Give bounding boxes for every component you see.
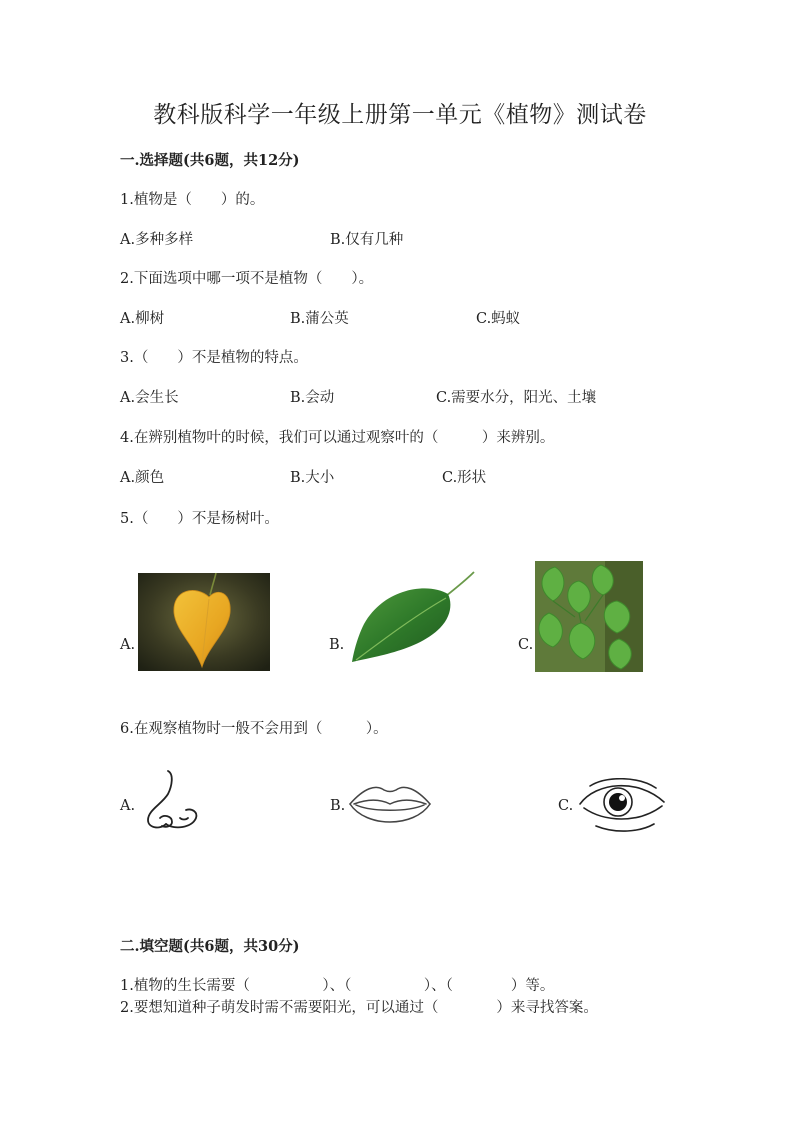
section1-heading: 一.选择题(共6题，共12分) xyxy=(120,152,300,169)
q5-option-c[interactable]: C. xyxy=(518,637,534,653)
yellow-heart-leaf-image[interactable] xyxy=(138,573,270,671)
q4-option-a[interactable]: A.颜色 xyxy=(120,470,165,486)
q1-option-a[interactable]: A.多种多样 xyxy=(120,232,194,248)
q5-option-b[interactable]: B. xyxy=(329,637,345,653)
green-poplar-leaf-image[interactable] xyxy=(348,570,478,664)
q6-option-b[interactable]: B. xyxy=(330,798,346,814)
q5-option-a[interactable]: A. xyxy=(120,637,136,653)
page-title: 教科版科学一年级上册第一单元《植物》测试卷 xyxy=(153,102,647,128)
q1-stem: 1.植物是（ ）的。 xyxy=(120,192,265,208)
q3-option-b[interactable]: B.会动 xyxy=(290,390,335,406)
q2-option-a[interactable]: A.柳树 xyxy=(120,311,165,327)
nose-drawing-image[interactable] xyxy=(136,768,202,832)
eye-drawing-image[interactable] xyxy=(576,778,668,834)
lips-drawing-image[interactable] xyxy=(346,780,434,830)
q4-stem: 4.在辨别植物叶的时候，我们可以通过观察叶的（ ）来辨别。 xyxy=(120,430,555,446)
green-leaf-cluster-image[interactable] xyxy=(535,561,643,672)
q4-option-c[interactable]: C.形状 xyxy=(442,470,487,486)
q3-option-c[interactable]: C.需要水分，阳光、土壤 xyxy=(436,390,597,406)
q3-option-a[interactable]: A.会生长 xyxy=(120,390,179,406)
q1-option-b[interactable]: B.仅有几种 xyxy=(330,232,404,248)
q5-stem: 5.（ ）不是杨树叶。 xyxy=(120,511,279,527)
fill-q2-stem: 2.要想知道种子萌发时需不需要阳光，可以通过（ ）来寻找答案。 xyxy=(120,1000,598,1016)
q2-option-b[interactable]: B.蒲公英 xyxy=(290,311,349,327)
section2-heading: 二.填空题(共6题，共30分) xyxy=(120,938,300,955)
q6-option-a[interactable]: A. xyxy=(120,798,136,814)
q3-stem: 3.（ ）不是植物的特点。 xyxy=(120,350,308,366)
fill-q1-stem: 1.植物的生长需要（ ）、（ ）、（ ）等。 xyxy=(120,978,555,994)
q6-stem: 6.在观察植物时一般不会用到（ ）。 xyxy=(120,721,388,737)
q6-option-c[interactable]: C. xyxy=(558,798,574,814)
q4-option-b[interactable]: B.大小 xyxy=(290,470,335,486)
q2-option-c[interactable]: C.蚂蚁 xyxy=(476,311,521,327)
q2-stem: 2.下面选项中哪一项不是植物（ ）。 xyxy=(120,271,374,287)
